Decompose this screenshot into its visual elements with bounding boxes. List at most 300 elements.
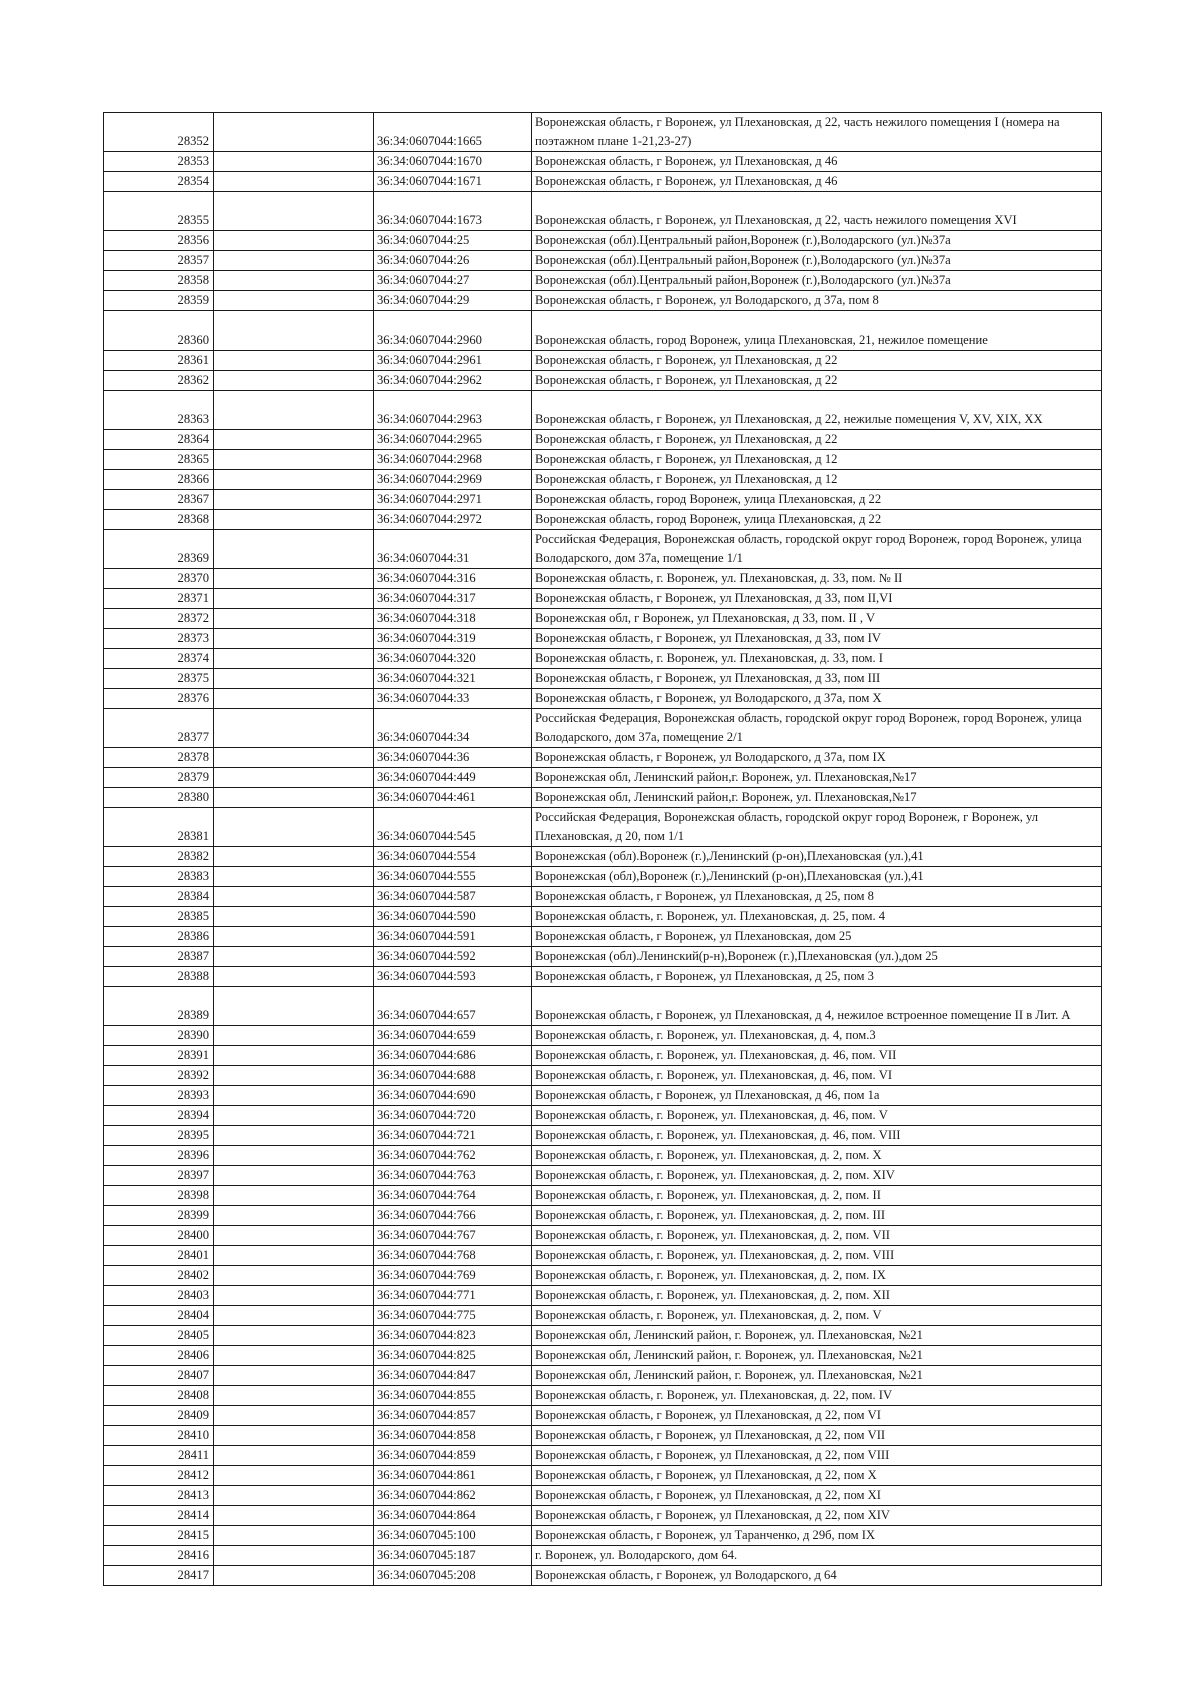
row-number: 28373 — [104, 629, 214, 649]
row-number: 28388 — [104, 967, 214, 987]
table-row — [104, 1506, 1102, 1526]
row-number: 28412 — [104, 1466, 214, 1486]
address: Воронежская область, г Воронеж, ул Плехановская, д 22 — [532, 371, 1102, 391]
row-number: 28389 — [104, 987, 214, 1026]
table-row — [104, 1026, 1102, 1046]
empty-cell — [214, 311, 374, 351]
empty-cell — [214, 1526, 374, 1546]
table-row — [104, 967, 1102, 987]
cadastral-number: 36:34:0607044:587 — [374, 887, 532, 907]
address: Воронежская область, г Воронеж, ул Плехановская, д 33, пом IV — [532, 629, 1102, 649]
address: Воронежская область, г Воронеж, ул Плехановская, д 22, пом X — [532, 1466, 1102, 1486]
empty-cell — [214, 867, 374, 887]
row-number: 28379 — [104, 768, 214, 788]
row-number: 28376 — [104, 689, 214, 709]
address: Воронежская область, г Воронеж, ул Володарского, д 64 — [532, 1566, 1102, 1586]
table-row — [104, 510, 1102, 530]
row-number: 28401 — [104, 1246, 214, 1266]
table-row — [104, 1126, 1102, 1146]
cadastral-number: 36:34:0607044:36 — [374, 748, 532, 768]
address: Воронежская (обл).Центральный район,Воронеж (г.),Володарского (ул.)№37а — [532, 251, 1102, 271]
row-number: 28368 — [104, 510, 214, 530]
address: Воронежская область, г Воронеж, ул Плехановская, д 22 — [532, 430, 1102, 450]
empty-cell — [214, 788, 374, 808]
address: Воронежская область, г Воронеж, ул Плехановская, д 22, часть нежилого помещения I (номера на поэтажном плане 1-21,23-27) — [532, 113, 1102, 152]
address: Воронежская область, г Воронеж, ул Плехановская, д 25, пом 8 — [532, 887, 1102, 907]
address: Воронежская (обл).Ленинский(р-н),Воронеж (г.),Плехановская (ул.),дом 25 — [532, 947, 1102, 967]
row-number: 28383 — [104, 867, 214, 887]
cadastral-number: 36:34:0607044:2968 — [374, 450, 532, 470]
row-number: 28375 — [104, 669, 214, 689]
empty-cell — [214, 629, 374, 649]
empty-cell — [214, 987, 374, 1026]
table-row — [104, 629, 1102, 649]
table-row — [104, 788, 1102, 808]
row-number: 28371 — [104, 589, 214, 609]
address: Воронежская область, г. Воронеж, ул. Плехановская, д. 46, пом. VII — [532, 1046, 1102, 1066]
table-row — [104, 271, 1102, 291]
address: Воронежская область, г Воронеж, ул Плехановская, д 46 — [532, 152, 1102, 172]
empty-cell — [214, 768, 374, 788]
cadastral-number: 36:34:0607045:187 — [374, 1546, 532, 1566]
cadastral-number: 36:34:0607044:847 — [374, 1366, 532, 1386]
cadastral-number: 36:34:0607044:857 — [374, 1406, 532, 1426]
cadastral-number: 36:34:0607044:2969 — [374, 470, 532, 490]
cadastral-number: 36:34:0607044:690 — [374, 1086, 532, 1106]
row-number: 28391 — [104, 1046, 214, 1066]
table-row — [104, 371, 1102, 391]
cadastral-number: 36:34:0607044:769 — [374, 1266, 532, 1286]
empty-cell — [214, 1446, 374, 1466]
row-number: 28396 — [104, 1146, 214, 1166]
cadastral-number: 36:34:0607044:768 — [374, 1246, 532, 1266]
row-number: 28415 — [104, 1526, 214, 1546]
cadastral-number: 36:34:0607044:591 — [374, 927, 532, 947]
table-row — [104, 1546, 1102, 1566]
address: Воронежская область, г Воронеж, ул Володарского, д 37а, пом X — [532, 689, 1102, 709]
empty-cell — [214, 1546, 374, 1566]
empty-cell — [214, 847, 374, 867]
cadastral-number: 36:34:0607044:688 — [374, 1066, 532, 1086]
cadastral-number: 36:34:0607044:1665 — [374, 113, 532, 152]
empty-cell — [214, 113, 374, 152]
empty-cell — [214, 172, 374, 192]
address: Воронежская область, г. Воронеж, ул. Плехановская, д. 2, пом. V — [532, 1306, 1102, 1326]
table-row — [104, 1286, 1102, 1306]
row-number: 28407 — [104, 1366, 214, 1386]
cadastral-number: 36:34:0607044:823 — [374, 1326, 532, 1346]
table-row — [104, 1226, 1102, 1246]
row-number: 28384 — [104, 887, 214, 907]
table-row — [104, 1186, 1102, 1206]
empty-cell — [214, 967, 374, 987]
address: Воронежская область, г. Воронеж, ул. Плехановская, д. 2, пом. III — [532, 1206, 1102, 1226]
cadastral-number: 36:34:0607044:2963 — [374, 391, 532, 430]
table-row — [104, 1346, 1102, 1366]
empty-cell — [214, 371, 374, 391]
table-row — [104, 569, 1102, 589]
empty-cell — [214, 231, 374, 251]
table-row — [104, 351, 1102, 371]
row-number: 28355 — [104, 192, 214, 231]
row-number: 28405 — [104, 1326, 214, 1346]
address: Воронежская область, г Воронеж, ул Таранченко, д 29б, пом IX — [532, 1526, 1102, 1546]
cadastral-number: 36:34:0607045:100 — [374, 1526, 532, 1546]
row-number: 28393 — [104, 1086, 214, 1106]
row-number: 28411 — [104, 1446, 214, 1466]
empty-cell — [214, 1406, 374, 1426]
cadastral-number: 36:34:0607044:554 — [374, 847, 532, 867]
cadastral-number: 36:34:0607044:29 — [374, 291, 532, 311]
empty-cell — [214, 1266, 374, 1286]
table-row — [104, 1086, 1102, 1106]
empty-cell — [214, 609, 374, 629]
empty-cell — [214, 1026, 374, 1046]
empty-cell — [214, 569, 374, 589]
cadastral-table — [103, 112, 1102, 1586]
cadastral-number: 36:34:0607044:2965 — [374, 430, 532, 450]
table-row — [104, 231, 1102, 251]
address: Воронежская область, г Воронеж, ул Плехановская, д 33, пом III — [532, 669, 1102, 689]
table-body — [104, 113, 1102, 1586]
row-number: 28366 — [104, 470, 214, 490]
empty-cell — [214, 450, 374, 470]
empty-cell — [214, 1346, 374, 1366]
cadastral-number: 36:34:0607044:2961 — [374, 351, 532, 371]
row-number: 28352 — [104, 113, 214, 152]
address: Воронежская область, г Воронеж, ул Плехановская, д 22, пом VIII — [532, 1446, 1102, 1466]
cadastral-number: 36:34:0607044:858 — [374, 1426, 532, 1446]
address: Воронежская область, г Воронеж, ул Плехановская, д 12 — [532, 470, 1102, 490]
cadastral-number: 36:34:0607044:825 — [374, 1346, 532, 1366]
cadastral-number: 36:34:0607044:318 — [374, 609, 532, 629]
table-row — [104, 847, 1102, 867]
empty-cell — [214, 1146, 374, 1166]
cadastral-number: 36:34:0607044:555 — [374, 867, 532, 887]
address: Воронежская область, г. Воронеж, ул. Плехановская, д. 2, пом. IX — [532, 1266, 1102, 1286]
cadastral-number: 36:34:0607044:657 — [374, 987, 532, 1026]
table-row — [104, 1446, 1102, 1466]
cadastral-number: 36:34:0607044:449 — [374, 768, 532, 788]
cadastral-number: 36:34:0607044:461 — [374, 788, 532, 808]
row-number: 28417 — [104, 1566, 214, 1586]
table-row — [104, 1166, 1102, 1186]
address: Воронежская область, г Воронеж, ул Плехановская, д 22, пом XI — [532, 1486, 1102, 1506]
empty-cell — [214, 251, 374, 271]
cadastral-number: 36:34:0607044:855 — [374, 1386, 532, 1406]
table-row — [104, 1266, 1102, 1286]
row-number: 28413 — [104, 1486, 214, 1506]
row-number: 28390 — [104, 1026, 214, 1046]
row-number: 28354 — [104, 172, 214, 192]
address: Воронежская область, г Воронеж, ул Плехановская, д 22, пом VI — [532, 1406, 1102, 1426]
row-number: 28359 — [104, 291, 214, 311]
cadastral-number: 36:34:0607044:2972 — [374, 510, 532, 530]
cadastral-number: 36:34:0607044:316 — [374, 569, 532, 589]
table-row — [104, 152, 1102, 172]
row-number: 28378 — [104, 748, 214, 768]
cadastral-number: 36:34:0607044:859 — [374, 1446, 532, 1466]
row-number: 28356 — [104, 231, 214, 251]
empty-cell — [214, 1046, 374, 1066]
table-row — [104, 251, 1102, 271]
empty-cell — [214, 1286, 374, 1306]
empty-cell — [214, 1186, 374, 1206]
table-row — [104, 689, 1102, 709]
address: Воронежская обл, Ленинский район,г. Воронеж, ул. Плехановская,№17 — [532, 788, 1102, 808]
address: Воронежская обл, Ленинский район, г. Воронеж, ул. Плехановская, №21 — [532, 1346, 1102, 1366]
empty-cell — [214, 391, 374, 430]
address: Воронежская область, г. Воронеж, ул. Плехановская, д. 2, пом. X — [532, 1146, 1102, 1166]
address: Воронежская область, г. Воронеж, ул. Плехановская, д. 46, пом. VIII — [532, 1126, 1102, 1146]
address: Воронежская область, г Воронеж, ул Плехановская, д 22 — [532, 351, 1102, 371]
address: Российская Федерация, Воронежская область, городской округ город Воронеж, г Воронеж, ул Плехановская, д 20, пом 1/1 — [532, 808, 1102, 847]
table-row — [104, 1046, 1102, 1066]
table-row — [104, 470, 1102, 490]
row-number: 28358 — [104, 271, 214, 291]
table-row — [104, 391, 1102, 430]
table-row — [104, 907, 1102, 927]
table-row — [104, 709, 1102, 748]
table-row — [104, 530, 1102, 569]
table-row — [104, 1306, 1102, 1326]
cadastral-number: 36:34:0607044:720 — [374, 1106, 532, 1126]
address: Воронежская область, г Воронеж, ул Плехановская, д 12 — [532, 450, 1102, 470]
address: Воронежская область, г. Воронеж, ул. Плехановская, д. 25, пом. 4 — [532, 907, 1102, 927]
row-number: 28395 — [104, 1126, 214, 1146]
row-number: 28408 — [104, 1386, 214, 1406]
empty-cell — [214, 1246, 374, 1266]
empty-cell — [214, 1226, 374, 1246]
address: Воронежская обл, г Воронеж, ул Плехановская, д 33, пом. II , V — [532, 609, 1102, 629]
address: Воронежская область, г. Воронеж, ул. Плехановская, д. 2, пом. VIII — [532, 1246, 1102, 1266]
address: Воронежская (обл).Центральный район,Воронеж (г.),Володарского (ул.)№37а — [532, 271, 1102, 291]
address: Воронежская обл, Ленинский район, г. Воронеж, ул. Плехановская, №21 — [532, 1366, 1102, 1386]
address: Воронежская область, г Воронеж, ул Плехановская, д 25, пом 3 — [532, 967, 1102, 987]
row-number: 28409 — [104, 1406, 214, 1426]
address: Воронежская область, г Воронеж, ул Володарского, д 37а, пом IX — [532, 748, 1102, 768]
cadastral-number: 36:34:0607044:775 — [374, 1306, 532, 1326]
table-row — [104, 1466, 1102, 1486]
address: Воронежская область, г Воронеж, ул Плехановская, д 22, нежилые помещения V, XV, XIX, XX — [532, 391, 1102, 430]
cadastral-number: 36:34:0607044:763 — [374, 1166, 532, 1186]
table-row — [104, 887, 1102, 907]
table-row — [104, 927, 1102, 947]
row-number: 28387 — [104, 947, 214, 967]
empty-cell — [214, 470, 374, 490]
address: Воронежская область, г Воронеж, ул Плехановская, д 22, пом VII — [532, 1426, 1102, 1446]
empty-cell — [214, 1126, 374, 1146]
cadastral-number: 36:34:0607044:34 — [374, 709, 532, 748]
cadastral-number: 36:34:0607044:593 — [374, 967, 532, 987]
address: Воронежская обл, Ленинский район, г. Воронеж, ул. Плехановская, №21 — [532, 1326, 1102, 1346]
row-number: 28414 — [104, 1506, 214, 1526]
table-row — [104, 1526, 1102, 1546]
row-number: 28397 — [104, 1166, 214, 1186]
row-number: 28386 — [104, 927, 214, 947]
row-number: 28377 — [104, 709, 214, 748]
cadastral-number: 36:34:0607044:319 — [374, 629, 532, 649]
table-row — [104, 669, 1102, 689]
table-row — [104, 768, 1102, 788]
cadastral-number: 36:34:0607044:771 — [374, 1286, 532, 1306]
row-number: 28392 — [104, 1066, 214, 1086]
empty-cell — [214, 430, 374, 450]
cadastral-number: 36:34:0607044:862 — [374, 1486, 532, 1506]
empty-cell — [214, 808, 374, 847]
empty-cell — [214, 748, 374, 768]
address: Воронежская обл, Ленинский район,г. Воронеж, ул. Плехановская,№17 — [532, 768, 1102, 788]
cadastral-number: 36:34:0607044:27 — [374, 271, 532, 291]
cadastral-number: 36:34:0607044:545 — [374, 808, 532, 847]
cadastral-number: 36:34:0607044:1671 — [374, 172, 532, 192]
row-number: 28372 — [104, 609, 214, 629]
table-row — [104, 311, 1102, 351]
table-row — [104, 1246, 1102, 1266]
cadastral-number: 36:34:0607044:762 — [374, 1146, 532, 1166]
table-row — [104, 987, 1102, 1026]
address: Воронежская область, г Воронеж, ул Плехановская, д 22, часть нежилого помещения XVI — [532, 192, 1102, 231]
row-number: 28357 — [104, 251, 214, 271]
empty-cell — [214, 1306, 374, 1326]
empty-cell — [214, 1066, 374, 1086]
cadastral-number: 36:34:0607044:686 — [374, 1046, 532, 1066]
row-number: 28403 — [104, 1286, 214, 1306]
table-row — [104, 649, 1102, 669]
row-number: 28404 — [104, 1306, 214, 1326]
address: Воронежская область, г Воронеж, ул Плехановская, д 33, пом II,VI — [532, 589, 1102, 609]
cadastral-number: 36:34:0607044:1670 — [374, 152, 532, 172]
address: Воронежская область, г Воронеж, ул Плехановская, д 46, пом 1а — [532, 1086, 1102, 1106]
empty-cell — [214, 1486, 374, 1506]
cadastral-number: 36:34:0607044:317 — [374, 589, 532, 609]
empty-cell — [214, 1326, 374, 1346]
table-row — [104, 947, 1102, 967]
cadastral-number: 36:34:0607044:2971 — [374, 490, 532, 510]
cadastral-number: 36:34:0607044:31 — [374, 530, 532, 569]
table-row — [104, 1326, 1102, 1346]
empty-cell — [214, 510, 374, 530]
row-number: 28381 — [104, 808, 214, 847]
address: Воронежская область, г. Воронеж, ул. Плехановская, д. 22, пом. IV — [532, 1386, 1102, 1406]
row-number: 28416 — [104, 1546, 214, 1566]
row-number: 28402 — [104, 1266, 214, 1286]
row-number: 28367 — [104, 490, 214, 510]
cadastral-number: 36:34:0607044:721 — [374, 1126, 532, 1146]
row-number: 28360 — [104, 311, 214, 351]
cadastral-number: 36:34:0607044:1673 — [374, 192, 532, 231]
row-number: 28374 — [104, 649, 214, 669]
empty-cell — [214, 1566, 374, 1586]
address: Воронежская область, г Воронеж, ул Плехановская, д 4, нежилое встроенное помещение II в Лит. А — [532, 987, 1102, 1026]
row-number: 28380 — [104, 788, 214, 808]
empty-cell — [214, 152, 374, 172]
empty-cell — [214, 887, 374, 907]
address: Российская Федерация, Воронежская область, городской округ город Воронеж, город Воронеж, улица Володарского, дом 37а, помещение 1/1 — [532, 530, 1102, 569]
address: Воронежская область, г Воронеж, ул Плехановская, д 22, пом XIV — [532, 1506, 1102, 1526]
row-number: 28406 — [104, 1346, 214, 1366]
table-row — [104, 1406, 1102, 1426]
table-row — [104, 1066, 1102, 1086]
cadastral-number: 36:34:0607044:2960 — [374, 311, 532, 351]
address: Воронежская область, г. Воронеж, ул. Плехановская, д. 33, пом. I — [532, 649, 1102, 669]
row-number: 28399 — [104, 1206, 214, 1226]
address: Воронежская область, город Воронеж, улица Плехановская, 21, нежилое помещение — [532, 311, 1102, 351]
empty-cell — [214, 589, 374, 609]
empty-cell — [214, 291, 374, 311]
table-row — [104, 450, 1102, 470]
table-row — [104, 490, 1102, 510]
empty-cell — [214, 1086, 374, 1106]
table-row — [104, 1106, 1102, 1126]
table-row — [104, 1206, 1102, 1226]
empty-cell — [214, 1426, 374, 1446]
table-row — [104, 867, 1102, 887]
table-row — [104, 1386, 1102, 1406]
row-number: 28382 — [104, 847, 214, 867]
cadastral-number: 36:34:0607044:864 — [374, 1506, 532, 1526]
table-row — [104, 808, 1102, 847]
empty-cell — [214, 669, 374, 689]
cadastral-number: 36:34:0607045:208 — [374, 1566, 532, 1586]
empty-cell — [214, 1166, 374, 1186]
empty-cell — [214, 1206, 374, 1226]
empty-cell — [214, 689, 374, 709]
row-number: 28398 — [104, 1186, 214, 1206]
row-number: 28362 — [104, 371, 214, 391]
row-number: 28369 — [104, 530, 214, 569]
empty-cell — [214, 530, 374, 569]
address: Воронежская область, г. Воронеж, ул. Плехановская, д. 2, пом. VII — [532, 1226, 1102, 1246]
table-row — [104, 1366, 1102, 1386]
empty-cell — [214, 709, 374, 748]
row-number: 28364 — [104, 430, 214, 450]
table-row — [104, 430, 1102, 450]
address: Воронежская область, г Воронеж, ул Плехановская, дом 25 — [532, 927, 1102, 947]
table-row — [104, 1486, 1102, 1506]
empty-cell — [214, 1366, 374, 1386]
row-number: 28353 — [104, 152, 214, 172]
table-row — [104, 291, 1102, 311]
row-number: 28370 — [104, 569, 214, 589]
empty-cell — [214, 192, 374, 231]
table-row — [104, 192, 1102, 231]
empty-cell — [214, 947, 374, 967]
address: Воронежская область, г. Воронеж, ул. Плехановская, д. 2, пом. II — [532, 1186, 1102, 1206]
table-row — [104, 1146, 1102, 1166]
cadastral-number: 36:34:0607044:590 — [374, 907, 532, 927]
empty-cell — [214, 351, 374, 371]
empty-cell — [214, 927, 374, 947]
table-row — [104, 1566, 1102, 1586]
address: Воронежская область, город Воронеж, улица Плехановская, д 22 — [532, 490, 1102, 510]
cadastral-number: 36:34:0607044:33 — [374, 689, 532, 709]
cadastral-number: 36:34:0607044:767 — [374, 1226, 532, 1246]
cadastral-number: 36:34:0607044:861 — [374, 1466, 532, 1486]
row-number: 28363 — [104, 391, 214, 430]
cadastral-number: 36:34:0607044:320 — [374, 649, 532, 669]
empty-cell — [214, 1466, 374, 1486]
address: Воронежская область, г Воронеж, ул Плехановская, д 46 — [532, 172, 1102, 192]
cadastral-number: 36:34:0607044:764 — [374, 1186, 532, 1206]
empty-cell — [214, 1506, 374, 1526]
table-row — [104, 589, 1102, 609]
cadastral-number: 36:34:0607044:659 — [374, 1026, 532, 1046]
empty-cell — [214, 271, 374, 291]
table-row — [104, 172, 1102, 192]
row-number: 28410 — [104, 1426, 214, 1446]
address: Воронежская область, г Воронеж, ул Володарского, д 37а, пом 8 — [532, 291, 1102, 311]
